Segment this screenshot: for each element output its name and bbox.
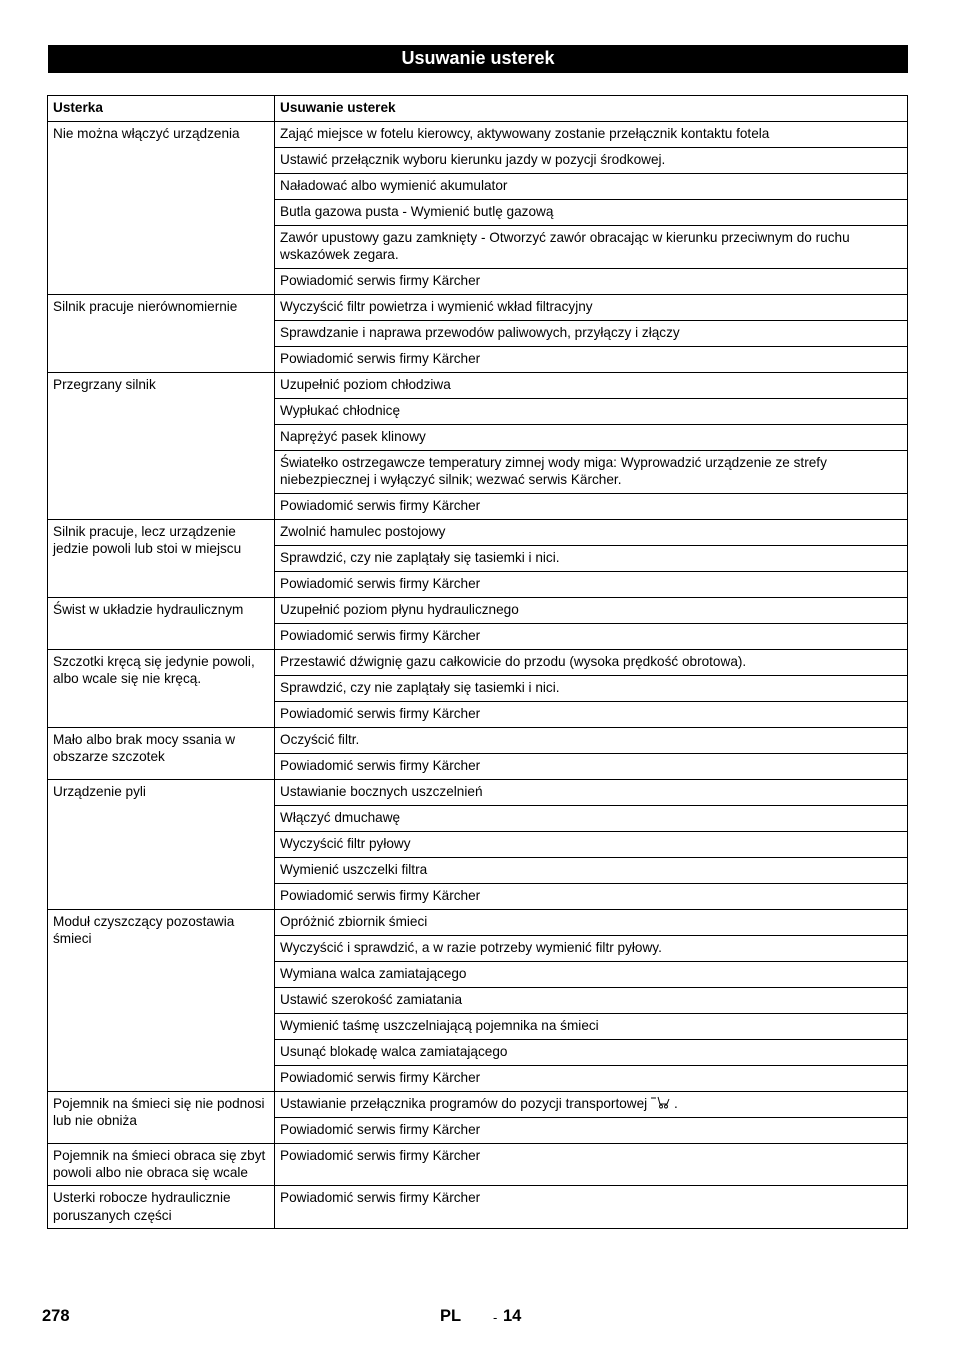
remedy-cell xyxy=(275,294,908,320)
header-fault: Usterka xyxy=(48,96,275,122)
remedy-cell xyxy=(275,148,908,174)
fault-cell: Silnik pracuje, lecz urządzenie jedzie powoli lub stoi w miejscu xyxy=(48,519,275,597)
remedy-cell xyxy=(275,226,908,269)
remedy-text: Sprawdzić, czy nie zaplątały się tasiemki i nici. xyxy=(280,549,560,565)
table-row xyxy=(48,294,908,320)
remedy-text: Uzupełnić poziom płynu hydraulicznego xyxy=(280,601,519,617)
remedy-text: Ustawić szerokość zamiatania xyxy=(280,991,463,1007)
remedy-text: Naprężyć pasek klinowy xyxy=(280,428,426,444)
remedy-cell xyxy=(275,727,908,753)
fault-cell: Nie można włączyć urządzenia xyxy=(48,122,275,295)
remedy-cell xyxy=(275,1117,908,1143)
remedy-cell xyxy=(275,200,908,226)
remedy-text: Powiadomić serwis firmy Kärcher xyxy=(280,1121,481,1137)
table-header-row xyxy=(48,96,908,122)
fault-cell: Mało albo brak mocy ssania w obszarze szczotek xyxy=(48,727,275,779)
transport-position-icon xyxy=(650,1095,670,1109)
page-separator: - xyxy=(493,1310,498,1325)
page-number: 278 xyxy=(42,1307,70,1325)
fault-cell: Urządzenie pyli xyxy=(48,779,275,909)
header-remedy: Usuwanie usterek xyxy=(275,96,908,122)
remedy-cell xyxy=(275,1039,908,1065)
remedy-text: Ustawianie bocznych uszczelnień xyxy=(280,783,483,799)
language-code: PL xyxy=(440,1307,462,1325)
remedy-text: Zwolnić hamulec postojowy xyxy=(280,523,446,539)
fault-cell: Pojemnik na śmieci obraca się zbyt powoli albo nie obraca się wcale xyxy=(48,1143,275,1186)
remedy-text: Sprawdzanie i naprawa przewodów paliwowych, przyłączy i złączy xyxy=(280,324,680,340)
remedy-text: Zawór upustowy gazu zamknięty - Otworzyć zawór obracając w kierunku przeciwnym do ruchu wskazówek zegara. xyxy=(280,230,850,263)
remedy-text: Wymienić uszczelki filtra xyxy=(280,861,428,877)
table-row xyxy=(48,727,908,753)
remedy-text: Powiadomić serwis firmy Kärcher xyxy=(280,272,481,288)
remedy-text: Powiadomić serwis firmy Kärcher xyxy=(280,1147,481,1163)
remedy-text: Zająć miejsce w fotelu kierowcy, aktywowany zostanie przełącznik kontaktu fotela xyxy=(280,126,770,141)
remedy-text: Powiadomić serwis firmy Kärcher xyxy=(280,497,481,513)
remedy-text: Powiadomić serwis firmy Kärcher xyxy=(280,1190,481,1206)
remedy-cell xyxy=(275,805,908,831)
table-body xyxy=(48,122,908,1229)
remedy-cell xyxy=(275,174,908,200)
remedy-cell xyxy=(275,779,908,805)
remedy-cell xyxy=(275,1186,908,1229)
remedy-cell xyxy=(275,935,908,961)
table-row xyxy=(48,1186,908,1229)
remedy-text: Powiadomić serwis firmy Kärcher xyxy=(280,575,481,591)
fault-cell: Przegrzany silnik xyxy=(48,372,275,519)
remedy-text: Wyczyścić i sprawdzić, a w razie potrzeby wymienić filtr pyłowy. xyxy=(280,939,662,955)
remedy-text: Światełko ostrzegawcze temperatury zimnej wody miga: Wyprowadzić urządzenie ze strefy niebezpiecznej i wyłączyć silnik; wezwać serwis Kärcher. xyxy=(280,454,827,488)
remedy-cell: Ustawianie przełącznika programów do pozycji transportowej . xyxy=(275,1091,908,1117)
section-page-number: 14 xyxy=(503,1307,522,1325)
remedy-cell xyxy=(275,623,908,649)
remedy-cell xyxy=(275,675,908,701)
remedy-cell xyxy=(275,831,908,857)
fault-cell: Szczotki kręcą się jedynie powoli, albo wcale się nie kręcą. xyxy=(48,649,275,727)
remedy-cell xyxy=(275,398,908,424)
remedy-cell xyxy=(275,883,908,909)
remedy-text: Powiadomić serwis firmy Kärcher xyxy=(280,627,481,643)
remedy-text: Wyczyścić filtr pyłowy xyxy=(280,835,411,851)
remedy-text: Ustawić przełącznik wyboru kierunku jazdy w pozycji środkowej. xyxy=(280,152,666,167)
remedy-text: Ustawianie przełącznika programów do pozycji transportowej xyxy=(280,1095,648,1111)
remedy-text: Wymiana walca zamiatającego xyxy=(280,965,467,981)
remedy-text: Wyczyścić filtr powietrza i wymienić wkład filtracyjny xyxy=(280,298,593,314)
troubleshooting-table xyxy=(47,95,908,1229)
table-row xyxy=(48,597,908,623)
remedy-cell xyxy=(275,909,908,935)
remedy-cell xyxy=(275,372,908,398)
remedy-text: Przestawić dźwignię gazu całkowicie do przodu (wysoka prędkość obrotowa). xyxy=(280,653,747,669)
table-row xyxy=(48,122,908,148)
fault-cell: Usterki robocze hydraulicznie poruszanych części xyxy=(48,1186,275,1229)
remedy-cell xyxy=(275,424,908,450)
table-row xyxy=(48,1143,908,1186)
fault-cell: Silnik pracuje nierównomiernie xyxy=(48,294,275,372)
remedy-text: Powiadomić serwis firmy Kärcher xyxy=(280,350,481,366)
remedy-text: Uzupełnić poziom chłodziwa xyxy=(280,376,451,392)
remedy-text: Opróżnić zbiornik śmieci xyxy=(280,913,428,929)
remedy-cell xyxy=(275,493,908,519)
remedy-text: Powiadomić serwis firmy Kärcher xyxy=(280,757,481,773)
remedy-cell xyxy=(275,122,908,148)
remedy-text: Powiadomić serwis firmy Kärcher xyxy=(280,887,481,903)
table-row xyxy=(48,1091,908,1117)
remedy-cell xyxy=(275,753,908,779)
remedy-cell xyxy=(275,1143,908,1186)
remedy-text: Powiadomić serwis firmy Kärcher xyxy=(280,1069,481,1085)
table-row xyxy=(48,519,908,545)
remedy-cell xyxy=(275,1013,908,1039)
fault-cell: Pojemnik na śmieci się nie podnosi lub nie obniża xyxy=(48,1091,275,1143)
remedy-cell xyxy=(275,701,908,727)
remedy-cell xyxy=(275,346,908,372)
remedy-cell xyxy=(275,649,908,675)
remedy-cell xyxy=(275,545,908,571)
remedy-cell xyxy=(275,571,908,597)
remedy-text: Wymienić taśmę uszczelniającą pojemnika na śmieci xyxy=(280,1017,599,1033)
remedy-cell xyxy=(275,1065,908,1091)
remedy-text: Naładować albo wymienić akumulator xyxy=(280,178,508,193)
remedy-cell xyxy=(275,961,908,987)
remedy-cell xyxy=(275,450,908,493)
table-row xyxy=(48,779,908,805)
remedy-text: Usunąć blokadę walca zamiatającego xyxy=(280,1043,508,1059)
remedy-text: Włączyć dmuchawę xyxy=(280,809,401,825)
table-row xyxy=(48,649,908,675)
remedy-cell xyxy=(275,320,908,346)
remedy-text: Oczyścić filtr. xyxy=(280,731,360,747)
fault-cell: Moduł czyszczący pozostawia śmieci xyxy=(48,909,275,1091)
remedy-cell xyxy=(275,987,908,1013)
remedy-text: Sprawdzić, czy nie zaplątały się tasiemki i nici. xyxy=(280,679,560,695)
section-title: Usuwanie usterek xyxy=(48,45,908,73)
remedy-cell xyxy=(275,597,908,623)
table-row xyxy=(48,909,908,935)
table-row xyxy=(48,372,908,398)
remedy-text: Wypłukać chłodnicę xyxy=(280,402,401,418)
remedy-cell xyxy=(275,268,908,294)
remedy-cell xyxy=(275,519,908,545)
fault-cell: Świst w układzie hydraulicznym xyxy=(48,597,275,649)
remedy-text: Powiadomić serwis firmy Kärcher xyxy=(280,705,481,721)
remedy-text: Butla gazowa pusta - Wymienić butlę gazową xyxy=(280,204,554,219)
remedy-cell xyxy=(275,857,908,883)
